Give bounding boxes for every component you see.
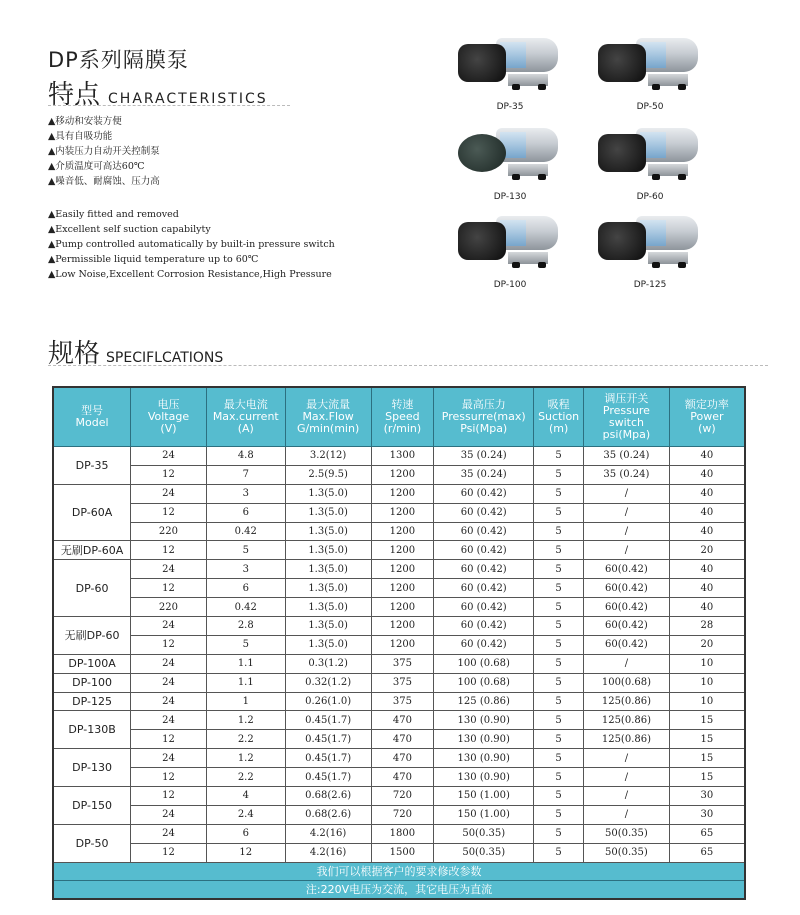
feature-item: ▲内装压力自动开关控制泵 (48, 146, 160, 157)
table-cell: 15 (669, 730, 745, 749)
table-cell: 375 (371, 692, 434, 711)
table-cell: / (584, 749, 670, 768)
model-cell: 无刷DP-60 (53, 617, 131, 655)
table-cell: 24 (131, 484, 207, 503)
table-cell: 10 (669, 673, 745, 692)
column-header-line: Power (690, 410, 724, 423)
table-cell: 130 (0.90) (434, 768, 534, 787)
model-cell: 无刷DP-60A (53, 541, 131, 560)
table-cell: / (584, 787, 670, 806)
pump-head-icon (598, 44, 646, 82)
column-header-line: Max.current (212, 410, 279, 423)
note-row (53, 880, 745, 899)
table-cell: 60 (0.42) (434, 635, 534, 654)
table-row (53, 579, 745, 598)
table-cell: 5 (534, 673, 584, 692)
table-cell: 1200 (371, 522, 434, 541)
table-cell: 1200 (371, 503, 434, 522)
table-cell: 100 (0.68) (434, 673, 534, 692)
features-list-cn (48, 114, 160, 189)
product-image (450, 208, 570, 290)
specs-table (52, 386, 746, 900)
table-row (53, 465, 745, 484)
table-note: 注:220V电压为交流，其它电压为直流 (53, 880, 745, 899)
model-cell: DP-150 (53, 787, 131, 825)
table-cell: 40 (669, 503, 745, 522)
specs-heading-cn: 规格 (48, 339, 101, 369)
model-cell: DP-60 (53, 560, 131, 617)
table-cell: 6 (206, 579, 285, 598)
table-cell: 6 (206, 503, 285, 522)
model-cell: DP-35 (53, 447, 131, 485)
specs-heading-en: SPECIFLCATIONS (106, 350, 224, 366)
feature-item: ▲移动和安装方便 (48, 116, 122, 127)
product-image (590, 208, 710, 290)
feature-item: ▲噪音低、耐腐蚀、压力高 (48, 176, 160, 187)
table-cell: / (584, 503, 670, 522)
column-header-line: 最高压力 (461, 398, 506, 411)
pump-head-icon (458, 222, 506, 260)
table-cell: 5 (534, 484, 584, 503)
table-cell: 1.3(5.0) (285, 484, 371, 503)
table-cell: 4 (206, 787, 285, 806)
column-header-line: (V) (160, 422, 177, 435)
column-header (131, 387, 207, 447)
table-row (53, 447, 745, 466)
table-cell: 5 (534, 843, 584, 862)
table-row (53, 749, 745, 768)
table-cell: 24 (131, 654, 207, 673)
table-cell: 60 (0.42) (434, 617, 534, 636)
features-list-en (48, 207, 335, 282)
table-cell: 470 (371, 768, 434, 787)
table-cell: 24 (131, 805, 207, 824)
table-row (53, 598, 745, 617)
table-cell: 1.1 (206, 654, 285, 673)
table-cell: 1.2 (206, 749, 285, 768)
table-cell: 12 (131, 635, 207, 654)
table-header-row (53, 387, 745, 447)
table-cell: 15 (669, 749, 745, 768)
table-cell: 150 (1.00) (434, 787, 534, 806)
table-note: 我们可以根据客户的要求修改参数 (53, 862, 745, 880)
table-cell: 24 (131, 711, 207, 730)
table-cell: 24 (131, 447, 207, 466)
product-label: DP-60 (636, 192, 664, 202)
table-cell: 125 (0.86) (434, 692, 534, 711)
table-cell: / (584, 768, 670, 787)
table-cell: 10 (669, 692, 745, 711)
table-cell: 220 (131, 522, 207, 541)
table-row (53, 711, 745, 730)
table-cell: 1.2 (206, 711, 285, 730)
table-cell: 5 (206, 635, 285, 654)
model-cell: DP-130B (53, 711, 131, 749)
table-cell: 20 (669, 541, 745, 560)
table-cell: 15 (669, 768, 745, 787)
feature-item: ▲Easily fitted and removed (48, 209, 179, 220)
column-header (534, 387, 584, 447)
table-cell: 12 (131, 843, 207, 862)
table-cell: 5 (534, 635, 584, 654)
table-cell: 12 (131, 541, 207, 560)
table-cell: 1200 (371, 560, 434, 579)
column-header-line: Pressurre(max) (441, 410, 526, 423)
table-cell: 375 (371, 654, 434, 673)
table-cell: 5 (534, 787, 584, 806)
table-cell: 0.3(1.2) (285, 654, 371, 673)
table-cell: 4.2(16) (285, 843, 371, 862)
column-header-line: Suction (538, 410, 580, 423)
table-cell: 24 (131, 692, 207, 711)
table-cell: 35 (0.24) (434, 465, 534, 484)
model-cell: DP-100 (53, 673, 131, 692)
table-cell: 5 (534, 503, 584, 522)
table-cell: 35 (0.24) (434, 447, 534, 466)
model-cell: DP-50 (53, 824, 131, 862)
table-cell: 65 (669, 843, 745, 862)
table-cell: 15 (669, 711, 745, 730)
page-title: DP系列隔膜泵 (48, 48, 189, 72)
note-row (53, 862, 745, 880)
column-header-line: 电压 (157, 398, 180, 411)
table-row (53, 805, 745, 824)
table-cell: 24 (131, 617, 207, 636)
table-cell: 12 (131, 503, 207, 522)
column-header-line: Model (75, 416, 109, 429)
table-cell: 150 (1.00) (434, 805, 534, 824)
pump-head-icon (598, 134, 646, 172)
table-cell: 24 (131, 560, 207, 579)
product-image (450, 30, 570, 112)
table-cell: 5 (534, 749, 584, 768)
table-cell: 1200 (371, 484, 434, 503)
table-cell: 4.2(16) (285, 824, 371, 843)
column-header (669, 387, 745, 447)
table-cell: 375 (371, 673, 434, 692)
table-cell: / (584, 522, 670, 541)
column-header-line: Speed (385, 410, 420, 423)
table-cell: 60 (0.42) (434, 541, 534, 560)
column-header-line: Psi(Mpa) (460, 422, 508, 435)
table-cell: 60 (0.42) (434, 522, 534, 541)
table-cell: 3.2(12) (285, 447, 371, 466)
column-header (434, 387, 534, 447)
product-label: DP-50 (636, 102, 664, 112)
feature-item: ▲介质温度可高达60℃ (48, 161, 145, 172)
table-cell: 30 (669, 787, 745, 806)
table-cell: 5 (534, 692, 584, 711)
table-row (53, 522, 745, 541)
table-cell: 1.3(5.0) (285, 598, 371, 617)
column-header-line: 转速 (391, 398, 414, 411)
table-cell: 5 (534, 805, 584, 824)
table-row (53, 541, 745, 560)
table-row (53, 560, 745, 579)
column-header-line: 额定功率 (684, 398, 729, 411)
table-cell: 0.42 (206, 598, 285, 617)
table-cell: 100 (0.68) (434, 654, 534, 673)
pump-head-icon (598, 222, 646, 260)
table-cell: 130 (0.90) (434, 749, 534, 768)
column-header-line: (A) (237, 422, 254, 435)
table-cell: 0.26(1.0) (285, 692, 371, 711)
table-cell: 1200 (371, 541, 434, 560)
table-cell: 5 (534, 579, 584, 598)
table-cell: 130 (0.90) (434, 711, 534, 730)
table-cell: 12 (131, 787, 207, 806)
table-cell: 1.3(5.0) (285, 579, 371, 598)
table-cell: 5 (534, 522, 584, 541)
table-row (53, 654, 745, 673)
product-image (450, 120, 570, 202)
table-cell: 0.45(1.7) (285, 768, 371, 787)
table-cell: 50(0.35) (434, 824, 534, 843)
table-cell: 1.1 (206, 673, 285, 692)
table-cell: 60 (0.42) (434, 579, 534, 598)
table-cell: / (584, 654, 670, 673)
table-row (53, 673, 745, 692)
table-cell: 12 (206, 843, 285, 862)
table-cell: 125(0.86) (584, 711, 670, 730)
table-cell: 24 (131, 749, 207, 768)
feature-item: ▲具有自吸功能 (48, 131, 113, 142)
table-cell: 3 (206, 484, 285, 503)
table-cell: 1 (206, 692, 285, 711)
table-cell: 1200 (371, 579, 434, 598)
table-cell: 5 (534, 560, 584, 579)
divider (48, 365, 768, 366)
table-cell: 5 (534, 824, 584, 843)
table-cell: 125(0.86) (584, 692, 670, 711)
table-cell: 1200 (371, 598, 434, 617)
table-cell: / (584, 484, 670, 503)
column-header-line: G/min(min) (296, 422, 360, 435)
table-cell: 60 (0.42) (434, 560, 534, 579)
table-row (53, 824, 745, 843)
table-cell: 35 (0.24) (584, 465, 670, 484)
table-cell: 5 (534, 711, 584, 730)
table-cell: 30 (669, 805, 745, 824)
column-header-line: psi(Mpa) (602, 428, 651, 441)
column-header-line: 吸程 (547, 398, 570, 411)
feature-item: ▲Excellent self suction capabilyty (48, 224, 211, 235)
table-cell: 40 (669, 447, 745, 466)
table-cell: 0.45(1.7) (285, 749, 371, 768)
table-cell: 60(0.42) (584, 598, 670, 617)
column-header-line: Voltage (147, 410, 190, 423)
column-header-line: 型号 (81, 404, 104, 417)
column-header (371, 387, 434, 447)
column-header (285, 387, 371, 447)
table-cell: 5 (206, 541, 285, 560)
table-cell: 12 (131, 579, 207, 598)
divider (48, 105, 290, 106)
table-cell: 1200 (371, 617, 434, 636)
table-cell: 40 (669, 579, 745, 598)
table-cell: 60(0.42) (584, 579, 670, 598)
table-cell: 1.3(5.0) (285, 617, 371, 636)
table-cell: 720 (371, 787, 434, 806)
table-cell: 2.2 (206, 730, 285, 749)
table-cell: 60(0.42) (584, 560, 670, 579)
table-row (53, 617, 745, 636)
model-cell: DP-100A (53, 654, 131, 673)
feature-item: ▲Low Noise,Excellent Corrosion Resistance,High Pressure (48, 269, 332, 280)
table-cell: 1.3(5.0) (285, 503, 371, 522)
table-cell: 0.42 (206, 522, 285, 541)
table-cell: 50(0.35) (584, 843, 670, 862)
table-cell: 0.45(1.7) (285, 730, 371, 749)
table-cell: 50(0.35) (434, 843, 534, 862)
product-image (590, 120, 710, 202)
product-label: DP-100 (493, 280, 527, 290)
table-cell: 10 (669, 654, 745, 673)
table-cell: 5 (534, 465, 584, 484)
features-heading-en: CHARACTERISTICS (108, 91, 268, 107)
table-cell: 5 (534, 447, 584, 466)
product-label: DP-125 (633, 280, 667, 290)
table-cell: 3 (206, 560, 285, 579)
table-row (53, 503, 745, 522)
table-row (53, 484, 745, 503)
table-cell: 2.5(9.5) (285, 465, 371, 484)
table-row (53, 843, 745, 862)
model-cell: DP-125 (53, 692, 131, 711)
table-cell: 0.68(2.6) (285, 787, 371, 806)
table-cell: 1.3(5.0) (285, 560, 371, 579)
table-cell: 2.8 (206, 617, 285, 636)
column-header-line: (w) (698, 422, 716, 435)
table-cell: 40 (669, 598, 745, 617)
column-header-line: 调压开关 (604, 392, 649, 405)
column-header (206, 387, 285, 447)
table-cell: 40 (669, 560, 745, 579)
table-row (53, 768, 745, 787)
table-cell: 24 (131, 673, 207, 692)
table-cell: 40 (669, 465, 745, 484)
table-cell: 5 (534, 598, 584, 617)
pump-head-icon (458, 134, 506, 172)
table-cell: 24 (131, 824, 207, 843)
table-cell: 12 (131, 768, 207, 787)
table-cell: 40 (669, 522, 745, 541)
column-header-line: (m) (548, 422, 569, 435)
table-cell: / (584, 541, 670, 560)
table-cell: 5 (534, 617, 584, 636)
table-cell: 60 (0.42) (434, 503, 534, 522)
table-cell: 60 (0.42) (434, 484, 534, 503)
product-label: DP-130 (493, 192, 527, 202)
table-row (53, 787, 745, 806)
model-cell: DP-130 (53, 749, 131, 787)
table-cell: 1800 (371, 824, 434, 843)
table-cell: 720 (371, 805, 434, 824)
column-header-line: 最大流量 (306, 398, 351, 411)
column-header-line: Pressure switch (602, 404, 650, 429)
table-cell: 60(0.42) (584, 635, 670, 654)
table-cell: 60(0.42) (584, 617, 670, 636)
table-cell: 1.3(5.0) (285, 541, 371, 560)
table-cell: 7 (206, 465, 285, 484)
column-header-line: 最大电流 (223, 398, 268, 411)
table-cell: 1300 (371, 447, 434, 466)
table-cell: 5 (534, 541, 584, 560)
table-cell: 125(0.86) (584, 730, 670, 749)
table-cell: 12 (131, 730, 207, 749)
table-cell: 65 (669, 824, 745, 843)
table-cell: 0.68(2.6) (285, 805, 371, 824)
product-image (590, 30, 710, 112)
product-gallery (450, 30, 750, 300)
column-header-line: (r/min) (383, 422, 422, 435)
model-cell: DP-60A (53, 484, 131, 541)
table-cell: 60 (0.42) (434, 598, 534, 617)
table-cell: / (584, 805, 670, 824)
table-cell: 1200 (371, 465, 434, 484)
feature-item: ▲Pump controlled automatically by built-in pressure switch (48, 239, 335, 250)
table-row (53, 730, 745, 749)
table-cell: 1.3(5.0) (285, 635, 371, 654)
table-cell: 20 (669, 635, 745, 654)
table-cell: 1.3(5.0) (285, 522, 371, 541)
features-heading-cn: 特点 (48, 80, 101, 110)
table-row (53, 692, 745, 711)
table-cell: 2.2 (206, 768, 285, 787)
table-row (53, 635, 745, 654)
table-cell: 0.45(1.7) (285, 711, 371, 730)
table-cell: 1200 (371, 635, 434, 654)
feature-item: ▲Permissible liquid temperature up to 60℃ (48, 254, 259, 265)
table-cell: 28 (669, 617, 745, 636)
table-cell: 50(0.35) (584, 824, 670, 843)
table-cell: 5 (534, 730, 584, 749)
table-cell: 100(0.68) (584, 673, 670, 692)
table-cell: 6 (206, 824, 285, 843)
table-cell: 4.8 (206, 447, 285, 466)
column-header (53, 387, 131, 447)
column-header (584, 387, 670, 447)
table-cell: 2.4 (206, 805, 285, 824)
product-label: DP-35 (496, 102, 524, 112)
table-cell: 40 (669, 484, 745, 503)
table-cell: 470 (371, 730, 434, 749)
table-cell: 470 (371, 711, 434, 730)
table-cell: 0.32(1.2) (285, 673, 371, 692)
table-cell: 470 (371, 749, 434, 768)
table-cell: 12 (131, 465, 207, 484)
pump-head-icon (458, 44, 506, 82)
column-header-line: Max.Flow (302, 410, 354, 423)
table-cell: 35 (0.24) (584, 447, 670, 466)
table-cell: 1500 (371, 843, 434, 862)
table-cell: 5 (534, 768, 584, 787)
table-cell: 220 (131, 598, 207, 617)
table-cell: 5 (534, 654, 584, 673)
table-cell: 130 (0.90) (434, 730, 534, 749)
